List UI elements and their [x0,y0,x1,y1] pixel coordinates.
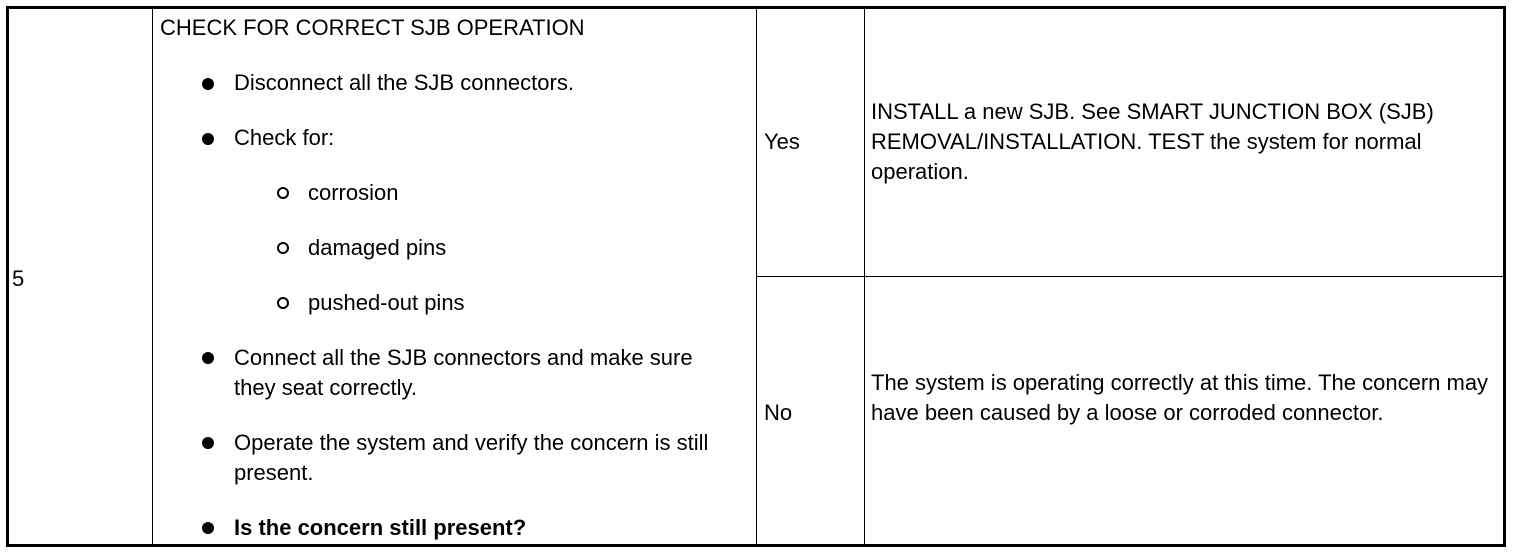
sub-bullet-icon [277,187,289,199]
bullet-item: Disconnect all the SJB connectors. [234,70,574,95]
bullet-icon [202,78,214,90]
sub-bullet-item: damaged pins [308,235,447,260]
action-no: The system is operating correctly at this time. The concern may have been caused by a loose or corroded connector. [871,370,1489,425]
answer-no: No [764,400,793,425]
procedure-table [6,6,1506,547]
bullet-icon [202,437,214,449]
bullet-icon [202,522,214,534]
bullet-item: Operate the system and verify the concern is still present. [234,430,709,485]
bullet-item: Check for: [234,125,335,150]
bullet-item: Connect all the SJB connectors and make sure they seat correctly. [234,345,693,400]
bullet-icon [202,352,214,364]
column-divider [152,9,153,544]
action-yes: INSTALL a new SJB. See SMART JUNCTION BOX (SJB) REMOVAL/INSTALLATION. TEST the system for normal operation. [871,99,1434,184]
bullet-icon [202,133,214,145]
sub-bullet-icon [277,297,289,309]
sub-bullet-item: corrosion [308,180,399,205]
answer-yes: Yes [764,129,800,154]
row-divider [757,276,1503,277]
question-text: Is the concern still present? [234,515,527,540]
sub-bullet-icon [277,242,289,254]
step-title: CHECK FOR CORRECT SJB OPERATION [160,15,585,40]
step-number: 5 [12,266,25,291]
sub-bullet-item: pushed-out pins [308,290,465,315]
